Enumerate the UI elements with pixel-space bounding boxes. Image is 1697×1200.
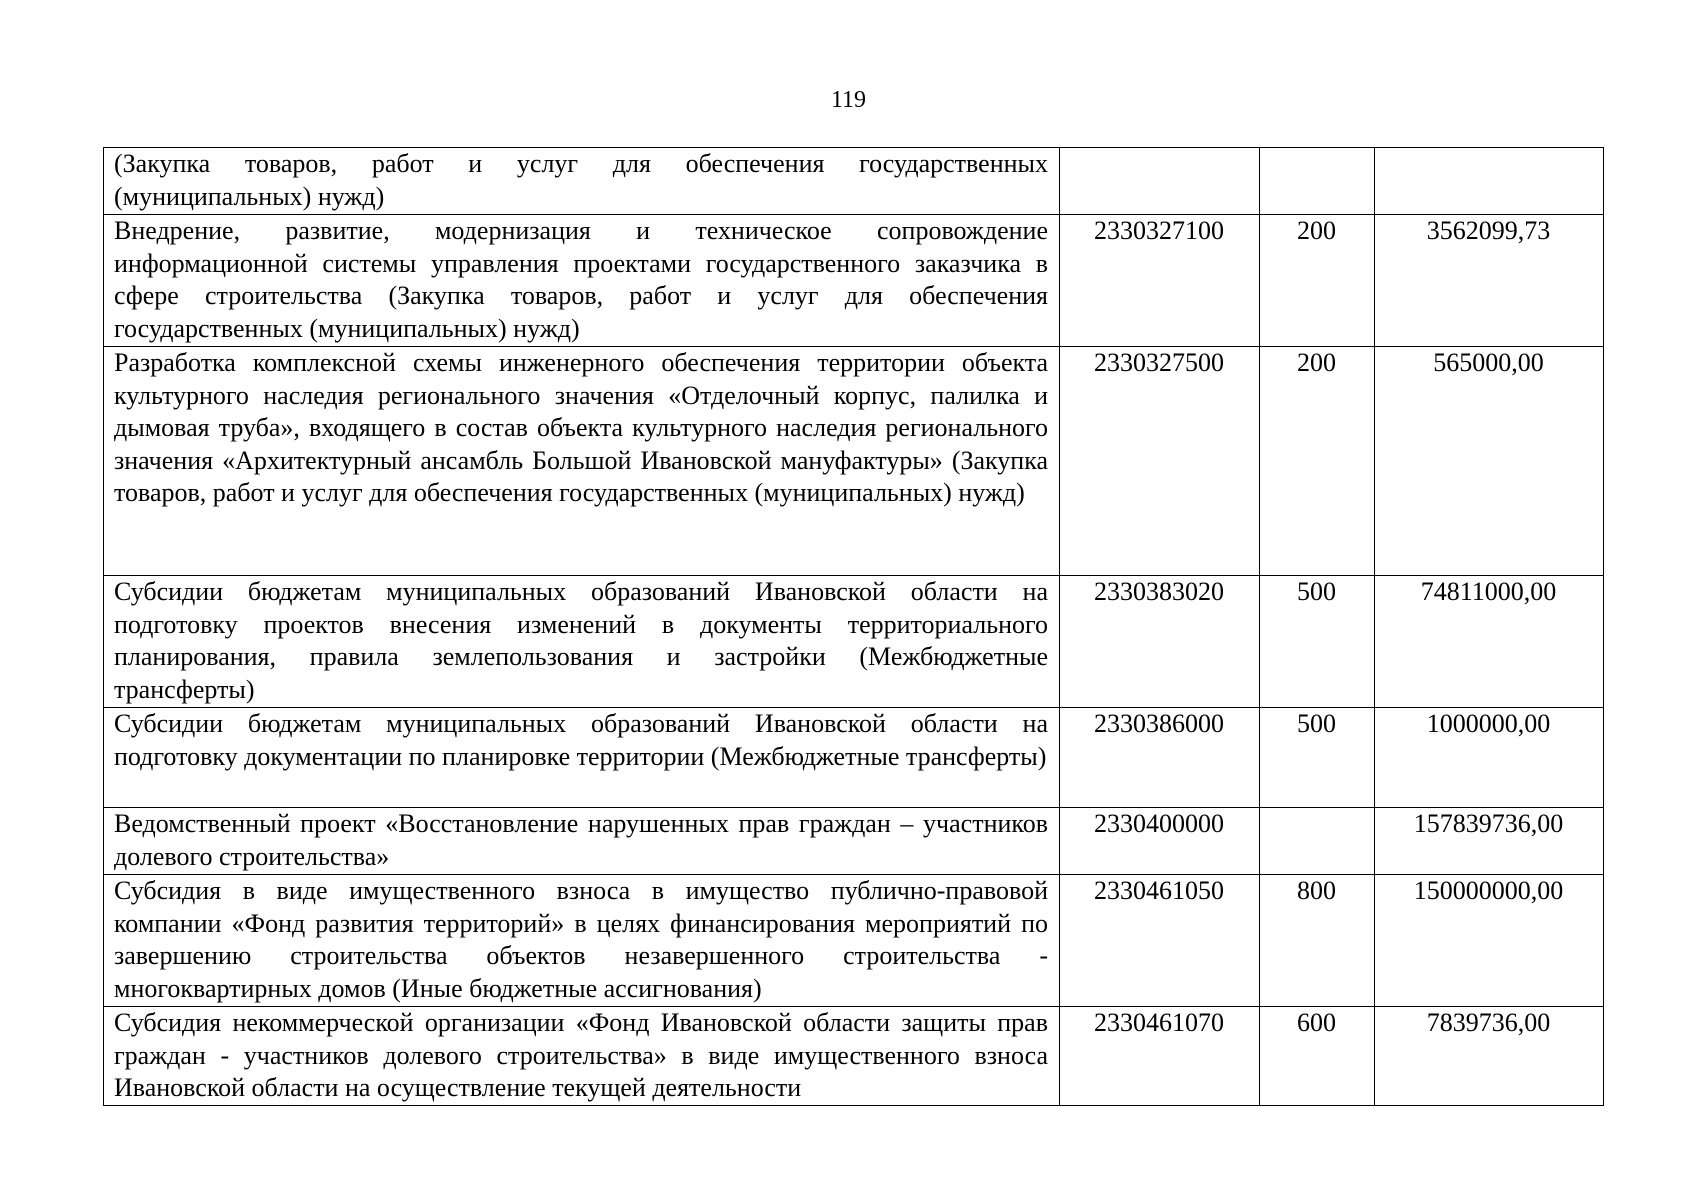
expense-type-cell (1260, 808, 1375, 875)
expense-name-cell: Субсидия в виде имущественного взноса в имущество публично-правовой компании «Фонд развития территорий» в целях финансирования мероприятий по завершению строительства объектов незавершенного строительства - многоквартирных домов (Иные бюджетные ассигнования) (104, 875, 1060, 1007)
target-code-cell: 2330461050 (1060, 875, 1260, 1007)
expense-type-cell: 600 (1260, 1007, 1375, 1106)
page-number: 119 (830, 87, 867, 113)
target-code-cell: 2330327100 (1060, 215, 1260, 347)
amount-cell: 3562099,73 (1375, 215, 1604, 347)
budget-table (103, 147, 1604, 1106)
expense-type-cell (1260, 148, 1375, 215)
table-row (104, 148, 1604, 215)
amount-cell: 7839736,00 (1375, 1007, 1604, 1106)
expense-name-cell: Субсидии бюджетам муниципальных образований Ивановской области на подготовку документации по планировке территории (Межбюджетные трансферты) (104, 708, 1060, 808)
table-row (104, 215, 1604, 347)
amount-cell: 74811000,00 (1375, 576, 1604, 708)
amount-cell: 565000,00 (1375, 347, 1604, 576)
target-code-cell: 2330383020 (1060, 576, 1260, 708)
expense-name-cell: Ведомственный проект «Восстановление нарушенных прав граждан – участников долевого строительства» (104, 808, 1060, 875)
amount-cell: 150000000,00 (1375, 875, 1604, 1007)
expense-type-cell: 200 (1260, 347, 1375, 576)
expense-type-cell: 500 (1260, 576, 1375, 708)
expense-type-cell: 200 (1260, 215, 1375, 347)
table-row (104, 1007, 1604, 1106)
amount-cell: 1000000,00 (1375, 708, 1604, 808)
expense-name-cell: Субсидии бюджетам муниципальных образований Ивановской области на подготовку проектов внесения изменений в документы территориального планирования, правила землепользования и застройки (Межбюджетные трансферты) (104, 576, 1060, 708)
table-row (104, 576, 1604, 708)
expense-name-cell: (Закупка товаров, работ и услуг для обеспечения государственных (муниципальных) нужд) (104, 148, 1060, 215)
target-code-cell: 2330386000 (1060, 708, 1260, 808)
table-row (104, 347, 1604, 576)
amount-cell: 157839736,00 (1375, 808, 1604, 875)
target-code-cell: 2330327500 (1060, 347, 1260, 576)
expense-name-cell: Субсидия некоммерческой организации «Фонд Ивановской области защиты прав граждан - участников долевого строительства» в виде имущественного взноса Ивановской области на осуществление текущей деятельности (104, 1007, 1060, 1106)
amount-cell (1375, 148, 1604, 215)
target-code-cell (1060, 148, 1260, 215)
table-row (104, 708, 1604, 808)
expense-type-cell: 500 (1260, 708, 1375, 808)
target-code-cell: 2330461070 (1060, 1007, 1260, 1106)
table-row (104, 875, 1604, 1007)
table-row (104, 808, 1604, 875)
expense-name-cell: Внедрение, развитие, модернизация и техническое сопровождение информационной системы управления проектами государственного заказчика в сфере строительства (Закупка товаров, работ и услуг для обеспечения государственных (муниципальных) нужд) (104, 215, 1060, 347)
target-code-cell: 2330400000 (1060, 808, 1260, 875)
expense-name-cell: Разработка комплексной схемы инженерного обеспечения территории объекта культурного наследия регионального значения «Отделочный корпус, палилка и дымовая труба», входящего в состав объекта культурного наследия регионального значения «Архитектурный ансамбль Большой Ивановской мануфактуры» (Закупка товаров, работ и услуг для обеспечения государственных (муниципальных) нужд) (104, 347, 1060, 576)
expense-type-cell: 800 (1260, 875, 1375, 1007)
